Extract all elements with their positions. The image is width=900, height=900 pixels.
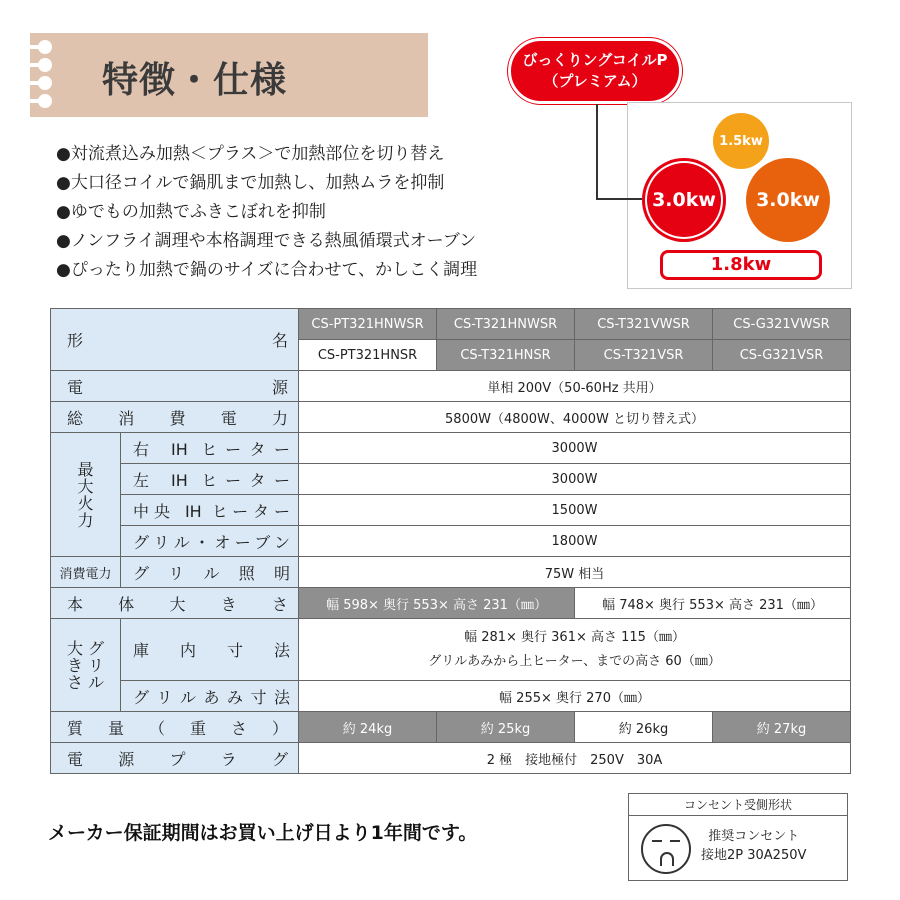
grill-size-text: グリル <box>87 638 104 692</box>
spec-table <box>50 308 851 774</box>
body-size-value: 幅 748× 奥行 553× 高さ 231（㎜） <box>575 588 851 619</box>
total-power-value: 5800W（4800W、4000W と切り替え式） <box>299 402 851 433</box>
feature-item: ●対流煮込み加熱＜プラス＞で加熱部位を切り替え <box>56 144 445 164</box>
grill-net-label: グリルあみ寸法 <box>121 681 299 712</box>
grill-heater: 1.8kw <box>660 250 822 280</box>
grill-net-value: 幅 255× 奥行 270（㎜） <box>299 681 851 712</box>
grill-size-label <box>51 619 121 712</box>
weight-value: 約 24kg <box>299 712 437 743</box>
feature-list <box>56 140 477 285</box>
max-fire-label <box>51 433 121 557</box>
right-burner: 3.0kw <box>746 158 830 242</box>
outlet-line: 推奨コンセント <box>708 829 800 844</box>
model-name: CS-G321VSR <box>713 340 851 371</box>
warranty-note: メーカー保証期間はお買い上げ日より1年間です。 <box>48 822 478 844</box>
consumption-label: 消費電力 <box>51 557 121 588</box>
center-ih-label: 中央 IH ヒーター <box>121 495 299 526</box>
binder-rings-icon <box>30 36 60 114</box>
feature-item: ●ノンフライ調理や本格調理できる熱風循環式オーブン <box>56 231 477 251</box>
model-name: CS-PT321HNWSR <box>299 309 437 340</box>
grill-light-value: 75W 相当 <box>299 557 851 588</box>
weight-label: 質量（重さ） <box>51 712 299 743</box>
model-name: CS-T321VWSR <box>575 309 713 340</box>
badge-connector <box>596 104 598 200</box>
max-fire-text: 最大火力 <box>77 459 94 530</box>
grill-oven-label: グリル・オーブン <box>121 526 299 557</box>
power-value: 単相 200V（50-60Hz 共用） <box>299 371 851 402</box>
weight-value: 約 26kg <box>575 712 713 743</box>
grill-size-text: 大きさ <box>66 638 83 692</box>
grill-light-label: グリル照明 <box>121 557 299 588</box>
coil-badge-line1: びっくりングコイルP <box>522 51 668 69</box>
model-name: CS-PT321HNSR <box>299 340 437 371</box>
center-ih-value: 1500W <box>299 495 851 526</box>
model-name: CS-T321VSR <box>575 340 713 371</box>
inner-size-label: 庫内寸法 <box>121 619 299 681</box>
inner-size-line: グリルあみから上ヒーター、までの高さ 60（㎜） <box>428 653 721 669</box>
power-label: 電源 <box>51 371 299 402</box>
feature-item: ●大口径コイルで鍋肌まで加熱し、加熱ムラを抑制 <box>56 173 445 193</box>
page-title: 特徴・仕様 <box>102 60 288 101</box>
model-label: 形 名 <box>51 309 299 371</box>
outlet-line: 接地2P 30A250V <box>701 848 807 863</box>
model-name: CS-T321HNSR <box>437 340 575 371</box>
coil-badge-line2: （プレミアム） <box>543 72 647 90</box>
inner-size-value <box>299 619 851 681</box>
model-name: CS-T321HNWSR <box>437 309 575 340</box>
coil-badge <box>508 38 682 104</box>
weight-value: 約 25kg <box>437 712 575 743</box>
inner-size-line: 幅 281× 奥行 361× 高さ 115（㎜） <box>464 629 685 645</box>
left-ih-value: 3000W <box>299 464 851 495</box>
right-ih-label: 右 IH ヒーター <box>121 433 299 464</box>
outlet-spec-box <box>628 793 848 881</box>
right-ih-value: 3000W <box>299 433 851 464</box>
feature-item: ●ゆでもの加熱でふきこぼれを抑制 <box>56 202 326 222</box>
center-burner: 1.5kw <box>713 113 769 169</box>
left-burner: 3.0kw <box>642 158 726 242</box>
outlet-title: コンセント受側形状 <box>629 794 847 816</box>
model-name: CS-G321VWSR <box>713 309 851 340</box>
total-power-label: 総消費電力 <box>51 402 299 433</box>
outlet-icon <box>641 824 691 874</box>
grill-oven-value: 1800W <box>299 526 851 557</box>
weight-value: 約 27kg <box>713 712 851 743</box>
feature-item: ●ぴったり加熱で鍋のサイズに合わせて、かしこく調理 <box>56 260 478 280</box>
plug-value: 2 極 接地極付 250V 30A <box>299 743 851 774</box>
plug-label: 電源プラグ <box>51 743 299 774</box>
left-ih-label: 左 IH ヒーター <box>121 464 299 495</box>
badge-connector <box>596 198 642 200</box>
body-size-value: 幅 598× 奥行 553× 高さ 231（㎜） <box>299 588 575 619</box>
body-size-label: 本体大きさ <box>51 588 299 619</box>
outlet-description <box>701 827 806 865</box>
